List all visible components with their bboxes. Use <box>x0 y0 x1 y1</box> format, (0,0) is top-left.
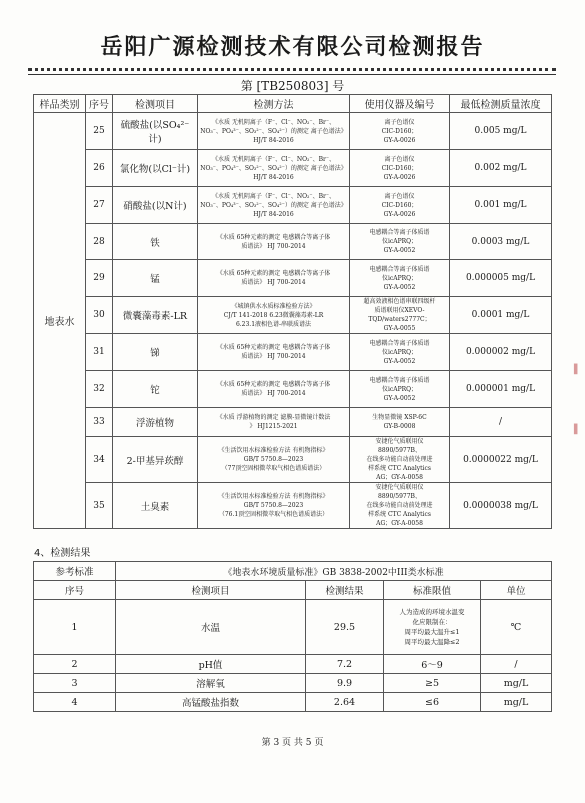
method-cell <box>198 224 350 260</box>
col-seq-header: 序号 <box>34 581 116 600</box>
instrument-cell-line: GY-A-0026 <box>383 173 416 181</box>
seq-cell: 32 <box>86 371 113 408</box>
instrument-cell <box>350 113 450 150</box>
method-cell <box>198 334 350 371</box>
instrument-cell <box>350 150 450 187</box>
instrument-cell-line: 安捷伦气质联用仪 <box>375 484 424 491</box>
result-seq-cell: 4 <box>34 693 116 712</box>
method-cell-line: NO₃⁻、PO₄³⁻、SO₃²⁻、SO₄²⁻）的测定 离子色谱法》 <box>200 164 347 172</box>
standard-limit-cell-line: 周平均最大温降≤2 <box>404 638 460 646</box>
item-cell: 2-甲基异莰醇 <box>113 437 198 483</box>
report-title: 岳阳广源检测技术有限公司检测报告 <box>100 35 485 60</box>
result-seq-cell: 2 <box>34 655 116 674</box>
method-cell-line: NO₃⁻、PO₄³⁻、SO₃²⁻、SO₄²⁻）的测定 离子色谱法》 <box>200 127 347 135</box>
result-table-row <box>34 674 552 693</box>
method-cell-line: 质谱法》 HJ 700-2014 <box>241 390 306 397</box>
seq-cell: 28 <box>86 224 113 260</box>
instrument-cell-line: GY-A-0055 <box>383 325 416 332</box>
method-cell-line: （76.1顶空固相微萃取气相色谱质谱法） <box>218 511 329 518</box>
method-table-row <box>34 408 552 437</box>
instrument-cell-line: GY-A-0052 <box>383 283 416 291</box>
item-cell: 硫酸盐(以SO₄²⁻计) <box>113 113 198 150</box>
seq-cell: 30 <box>86 297 113 334</box>
method-cell <box>198 297 350 334</box>
detection-limit-cell: 0.001 mg/L <box>450 187 552 224</box>
instrument-cell <box>350 260 450 297</box>
standard-limit-cell-line: 人为造成的环境水温变 <box>399 608 465 616</box>
instrument-cell-line: GY-B-0008 <box>383 423 416 430</box>
standard-limit-cell <box>384 693 481 712</box>
detection-limit-cell: 0.000005 mg/L <box>450 260 552 297</box>
method-table-row <box>34 371 552 408</box>
instrument-cell-line: 安捷伦气质联用仪 <box>375 438 424 445</box>
method-table-row <box>34 224 552 260</box>
instrument-cell-line: 在线多功能自动前处理进 <box>366 502 433 509</box>
method-table-row <box>34 187 552 224</box>
col-unit-header: 单位 <box>481 581 552 600</box>
result-seq-cell: 3 <box>34 674 116 693</box>
col-instrument-header: 使用仪器及编号 <box>350 95 450 113</box>
method-cell-line: 《城镇供水水质标准检验方法》 <box>231 302 316 310</box>
page-footer: 第 3 页 共 5 页 <box>261 738 324 748</box>
instrument-cell-line: 质谱联用仪XEVO- <box>374 307 425 314</box>
instrument-cell-line: GY-A-0052 <box>383 247 416 254</box>
instrument-cell <box>350 408 450 437</box>
item-cell: 微囊藻毒素-LR <box>113 297 198 334</box>
ref-standard-value: 《地表水环境质量标准》GB 3838-2002中III类水标准 <box>116 562 552 581</box>
result-value-cell: 7.2 <box>306 655 384 674</box>
header-dotted-rule <box>28 68 556 71</box>
col-standard-limit-header: 标准限值 <box>384 581 481 600</box>
unit-cell: mg/L <box>481 693 552 712</box>
method-cell <box>198 260 350 297</box>
method-cell-line: 《水质 65种元素的测定 电感耦合等离子体 <box>216 270 331 277</box>
col-seq-header: 序号 <box>86 95 113 113</box>
method-cell-line: （77顶空固相微萃取气相色谱质谱法） <box>221 465 326 472</box>
method-table-row <box>34 437 552 483</box>
method-cell-line: HJ/T 84-2016 <box>253 173 294 181</box>
result-table-row <box>34 693 552 712</box>
method-cell-line: 质谱法》 HJ 700-2014 <box>241 353 306 360</box>
method-table <box>33 94 552 529</box>
result-table <box>33 561 552 712</box>
standard-limit-cell-line: 6～9 <box>421 660 443 671</box>
method-cell-line: 《水质 浮游植物的测定 滤膜-显微镜计数法 <box>216 414 331 421</box>
method-cell-line: CJ/T 141-2018 6.23微囊藻毒素-LR <box>223 311 324 319</box>
detection-limit-cell: 0.000001 mg/L <box>450 371 552 408</box>
col-method-header: 检测方法 <box>198 95 350 113</box>
method-cell-line: 6.23.1液相色谱-串联质谱法 <box>235 320 312 328</box>
instrument-cell-line: 超高效液相色谱串联四级杆 <box>363 298 436 305</box>
seq-cell: 31 <box>86 334 113 371</box>
result-seq-cell: 1 <box>34 600 116 655</box>
detection-limit-cell: 0.005 mg/L <box>450 113 552 150</box>
standard-limit-cell-line: ≤6 <box>424 696 439 708</box>
standard-limit-cell-line: 化应限制在： <box>412 618 452 626</box>
instrument-cell-line: AG；GY-A-0058 <box>376 520 423 527</box>
method-cell-line: GB/T 5750.8—2023 <box>243 502 304 509</box>
method-cell-line: HJ/T 84-2016 <box>253 136 294 144</box>
item-cell: 锑 <box>113 334 198 371</box>
unit-cell: ℃ <box>481 600 552 655</box>
instrument-cell-line: 离子色谱仪 <box>384 155 415 163</box>
detection-limit-cell: 0.0000022 mg/L <box>450 437 552 483</box>
result-item-cell: pH值 <box>116 655 306 674</box>
method-table-header <box>34 95 552 113</box>
method-cell-line: HJ/T 84-2016 <box>253 210 294 218</box>
result-item-cell: 高锰酸盐指数 <box>116 693 306 712</box>
seq-cell: 34 <box>86 437 113 483</box>
result-item-cell: 溶解氧 <box>116 674 306 693</box>
margin-stamp-mark: ▌ <box>574 365 581 375</box>
instrument-cell-line: 仪icAPRQ； <box>381 274 418 282</box>
standard-limit-cell <box>384 674 481 693</box>
instrument-cell-line: 电感耦合等离子体质谱 <box>369 229 430 236</box>
instrument-cell-line: 仪icAPRQ； <box>381 348 418 356</box>
method-table-row <box>34 150 552 187</box>
margin-stamp-mark: ▌ <box>574 425 581 435</box>
instrument-cell <box>350 483 450 529</box>
instrument-cell-line: 离子色谱仪 <box>384 118 415 126</box>
seq-cell: 29 <box>86 260 113 297</box>
seq-cell: 35 <box>86 483 113 529</box>
instrument-cell-line: 电感耦合等离子体质谱 <box>369 265 430 273</box>
method-table-row <box>34 260 552 297</box>
method-cell <box>198 187 350 224</box>
sample-category-cell: 地表水 <box>34 113 86 529</box>
result-table-header <box>34 581 552 600</box>
standard-limit-cell-line: ≥5 <box>424 677 439 689</box>
instrument-cell-line: AG；GY-A-0058 <box>376 474 423 481</box>
unit-cell: mg/L <box>481 674 552 693</box>
method-cell <box>198 150 350 187</box>
method-cell-line: 《水质 65种元素的测定 电感耦合等离子体 <box>216 344 331 351</box>
instrument-cell-line: 样系统 CTC Analytics <box>368 465 431 472</box>
result-value-cell: 9.9 <box>306 674 384 693</box>
seq-cell: 33 <box>86 408 113 437</box>
standard-limit-cell <box>384 600 481 655</box>
standard-limit-cell-line: 周平均最大温升≤1 <box>404 628 460 636</box>
ref-standard-label: 参考标准 <box>34 562 116 581</box>
section-title: 4、检测结果 <box>34 548 91 559</box>
instrument-cell <box>350 371 450 408</box>
item-cell: 氯化物(以Cl⁻计) <box>113 150 198 187</box>
seq-cell: 25 <box>86 113 113 150</box>
method-cell-line: GB/T 5750.8—2023 <box>243 456 304 463</box>
standard-limit-cell <box>384 655 481 674</box>
instrument-cell <box>350 297 450 334</box>
instrument-cell-line: 电感耦合等离子体质谱 <box>369 339 430 347</box>
instrument-cell-line: TQD/waters2777C； <box>368 316 431 323</box>
result-value-cell: 29.5 <box>306 600 384 655</box>
report-number: 第 [TB250803] 号 <box>240 79 345 93</box>
instrument-cell-line: 电感耦合等离子体质谱 <box>369 376 430 384</box>
instrument-cell-line: GY-A-0026 <box>383 210 416 218</box>
detection-limit-cell: 0.000002 mg/L <box>450 334 552 371</box>
instrument-cell-line: 仪icAPRQ； <box>381 238 418 245</box>
method-cell <box>198 408 350 437</box>
item-cell: 锰 <box>113 260 198 297</box>
method-cell <box>198 113 350 150</box>
unit-cell: / <box>481 655 552 674</box>
instrument-cell-line: GY-A-0026 <box>383 136 416 144</box>
method-cell-line: 质谱法》 HJ 700-2014 <box>241 242 306 250</box>
result-value-cell: 2.64 <box>306 693 384 712</box>
instrument-cell-line: 仪icAPRQ； <box>381 385 418 393</box>
method-table-row <box>34 334 552 371</box>
method-cell-line: 《水质 无机阴离子（F⁻、Cl⁻、NO₂⁻、Br⁻、 <box>211 118 336 126</box>
col-result-header: 检测结果 <box>306 581 384 600</box>
method-cell-line: 》 HJ1215-2021 <box>249 423 298 430</box>
instrument-cell-line: 生物显微镜 XSP-6C <box>372 414 427 421</box>
instrument-cell-line: 离子色谱仪 <box>384 192 415 200</box>
instrument-cell-line: 在线多功能自动前处理进 <box>366 456 433 463</box>
instrument-cell <box>350 224 450 260</box>
item-cell: 铁 <box>113 224 198 260</box>
detection-limit-cell: 0.0000038 mg/L <box>450 483 552 529</box>
instrument-cell-line: CIC-D160； <box>381 127 418 135</box>
header-rule <box>28 74 556 75</box>
instrument-cell-line: GY-A-0052 <box>383 394 416 402</box>
detection-limit-cell: 0.0001 mg/L <box>450 297 552 334</box>
detection-limit-cell: / <box>450 408 552 437</box>
col-sample-category-header: 样品类别 <box>34 95 86 113</box>
seq-cell: 26 <box>86 150 113 187</box>
item-cell: 土臭素 <box>113 483 198 529</box>
instrument-cell <box>350 437 450 483</box>
result-table-row <box>34 655 552 674</box>
instrument-cell <box>350 334 450 371</box>
method-cell <box>198 437 350 483</box>
result-item-cell: 水温 <box>116 600 306 655</box>
method-cell-line: 《水质 无机阴离子（F⁻、Cl⁻、NO₂⁻、Br⁻、 <box>211 155 336 163</box>
item-cell: 浮游植物 <box>113 408 198 437</box>
method-cell <box>198 371 350 408</box>
method-cell-line: 《水质 65种元素的测定 电感耦合等离子体 <box>216 381 331 388</box>
method-cell <box>198 483 350 529</box>
instrument-cell-line: 8890/5977B、 <box>378 493 421 500</box>
instrument-cell-line: 样系统 CTC Analytics <box>368 511 431 518</box>
detection-limit-cell: 0.0003 mg/L <box>450 224 552 260</box>
item-cell: 铊 <box>113 371 198 408</box>
col-limit-header: 最低检测质量浓度 <box>450 95 552 113</box>
item-cell: 硝酸盐(以N计) <box>113 187 198 224</box>
col-item-header: 检测项目 <box>113 95 198 113</box>
instrument-cell <box>350 187 450 224</box>
method-cell-line: 《生活饮用水标准检验方法 有机物指标》 <box>218 493 329 500</box>
seq-cell: 27 <box>86 187 113 224</box>
method-cell-line: 质谱法》 HJ 700-2014 <box>241 279 306 286</box>
method-cell-line: 《水质 无机阴离子（F⁻、Cl⁻、NO₂⁻、Br⁻、 <box>211 192 336 200</box>
instrument-cell-line: GY-A-0052 <box>383 357 416 365</box>
instrument-cell-line: CIC-D160； <box>381 201 418 209</box>
method-table-row <box>34 113 552 150</box>
instrument-cell-line: CIC-D160； <box>381 164 418 172</box>
instrument-cell-line: 8890/5977B、 <box>378 447 421 454</box>
method-table-row <box>34 483 552 529</box>
method-cell-line: NO₃⁻、PO₄³⁻、SO₃²⁻、SO₄²⁻）的测定 离子色谱法》 <box>200 201 347 209</box>
method-cell-line: 《生活饮用水标准检验方法 有机物指标》 <box>218 447 329 454</box>
result-table-row <box>34 600 552 655</box>
method-table-row <box>34 297 552 334</box>
col-item-header: 检测项目 <box>116 581 306 600</box>
detection-limit-cell: 0.002 mg/L <box>450 150 552 187</box>
method-cell-line: 《水质 65种元素的测定 电感耦合等离子体 <box>216 233 331 241</box>
